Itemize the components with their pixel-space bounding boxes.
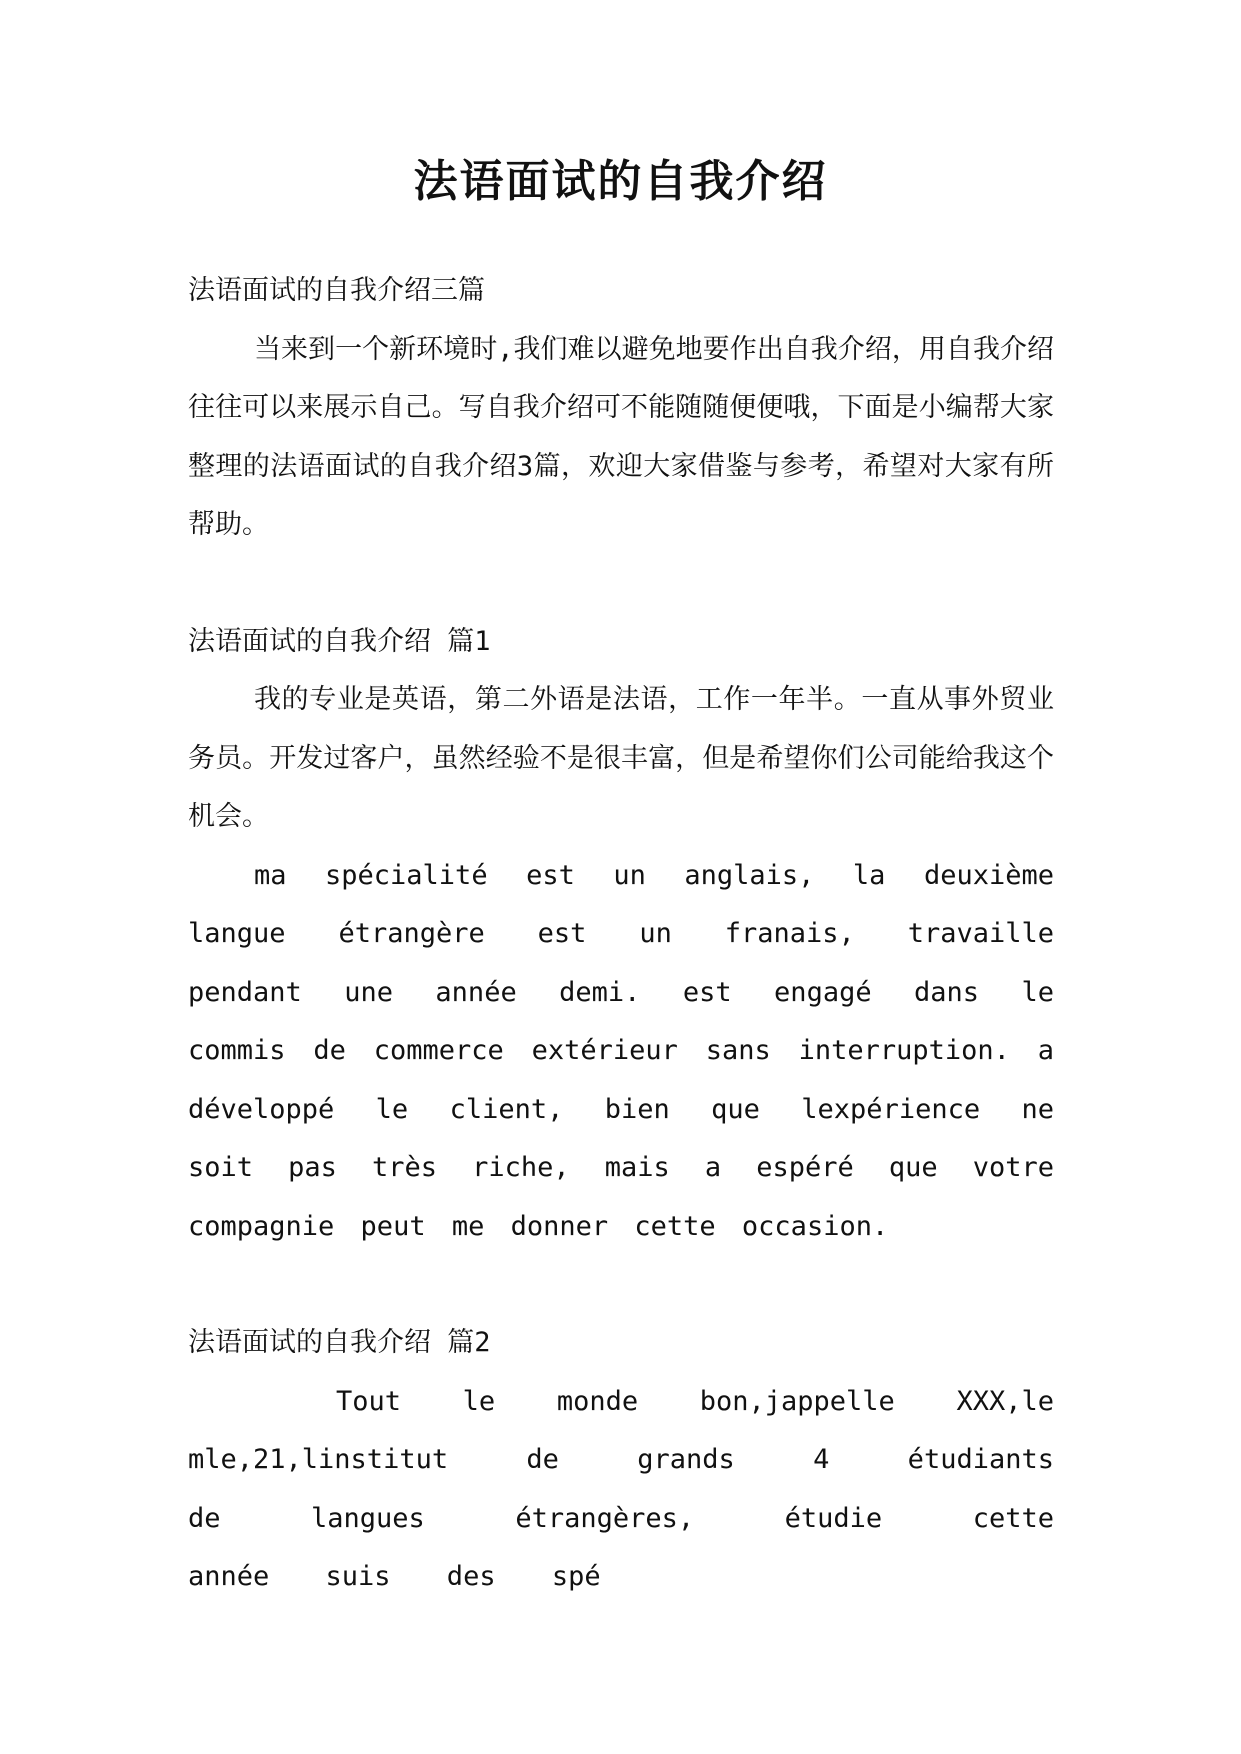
document-body — [188, 262, 1054, 1607]
section-1-french-paragraph: ma spécialité est un anglais, la deuxième langue étrangère est un franais, travaille pendant une année demi. est engagé dans le commis de commerce extérieur sans interruption. a développé le client, bien que lexpérience ne soit pas très riche, mais a espéré que votre compagnie peut me donner cette occasion. — [188, 859, 1054, 1242]
section-1-heading: 法语面试的自我介绍 篇1 — [188, 625, 491, 657]
section-gap — [188, 555, 1054, 613]
intro-paragraph: 当来到一个新环境时,我们难以避免地要作出自我介绍，用自我介绍往往可以来展示自己。写自我介绍可不能随随便便哦，下面是小编帮大家整理的法语面试的自我介绍3篇，欢迎大家借鉴与参考，希望对大家有所帮助。 — [188, 333, 1054, 540]
section-1-chinese-paragraph: 我的专业是英语，第二外语是法语，工作一年半。一直从事外贸业务员。开发过客户，虽然经验不是很丰富，但是希望你们公司能给我这个机会。 — [188, 684, 1054, 832]
section-2-french-paragraph: Tout le monde bon,jappelle XXX,le mle,21,linstitut de grands 4 étudiants de langues étrangères, étudie cette année suis des spé — [188, 1385, 1054, 1592]
intro-heading: 法语面试的自我介绍三篇 — [188, 275, 485, 306]
section-2-heading: 法语面试的自我介绍 篇2 — [188, 1327, 491, 1358]
document-title: 法语面试的自我介绍 — [413, 156, 828, 207]
section-gap — [188, 1256, 1054, 1314]
